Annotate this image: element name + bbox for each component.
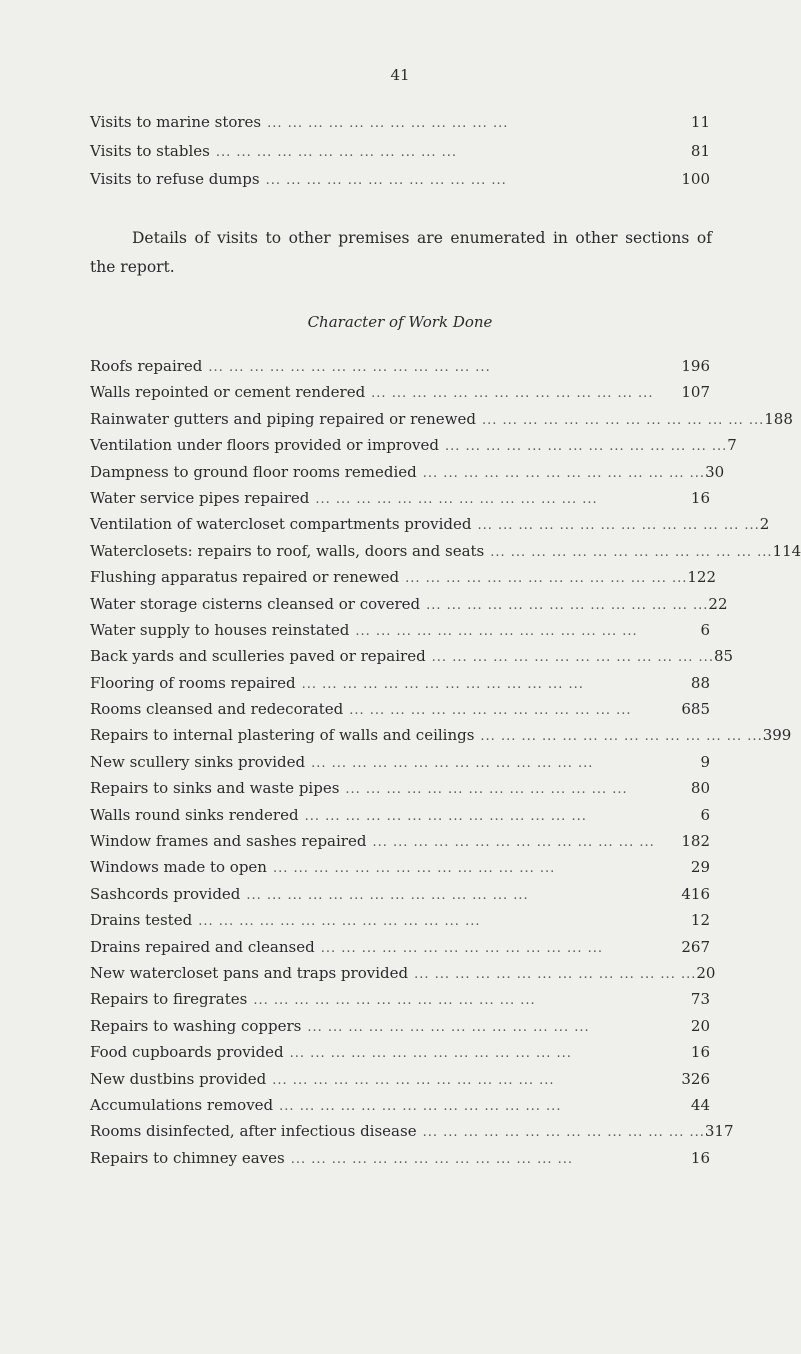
item-label: Walls repointed or cement rendered xyxy=(90,383,366,402)
item-label: Rainwater gutters and piping repaired or renewed xyxy=(90,409,476,428)
list-item xyxy=(90,436,737,462)
list-item xyxy=(90,700,710,726)
item-value: 7 xyxy=(727,436,737,455)
item-label: Ventilation under floors provided or improved xyxy=(90,436,439,455)
item-value: 80 xyxy=(690,779,710,798)
list-item xyxy=(90,113,710,142)
item-label: New scullery sinks provided xyxy=(90,752,306,771)
leader-dots: ... ... ... ... ... ... ... ... ... ... ... ... ... ... xyxy=(414,966,697,982)
leader-dots: ... ... ... ... ... ... ... ... ... ... ... ... ... ... xyxy=(480,729,763,745)
list-item xyxy=(90,1070,710,1096)
leader-dots: ... ... ... ... ... ... ... ... ... ... ... ... ... ... xyxy=(290,1151,573,1167)
list-item xyxy=(90,1043,710,1069)
list-item xyxy=(90,674,710,700)
leader-dots: ... ... ... ... ... ... ... ... ... ... ... ... ... ... xyxy=(349,703,632,719)
item-label: Repairs to internal plastering of walls and ceilings xyxy=(90,726,475,745)
list-item xyxy=(90,462,725,489)
item-value: 85 xyxy=(713,647,734,666)
item-label: New dustbins provided xyxy=(90,1069,267,1088)
item-value: 16 xyxy=(690,1148,710,1167)
item-value: 114 xyxy=(772,541,801,560)
item-label: Accumulations removed xyxy=(90,1095,274,1114)
leader-dots: ... ... ... ... ... ... ... ... ... ... ... ... ... ... xyxy=(371,386,654,402)
item-label: Roofs repaired xyxy=(90,357,203,375)
list-item xyxy=(90,990,710,1016)
item-value: 196 xyxy=(681,357,710,375)
list-item xyxy=(90,621,710,647)
item-value: 188 xyxy=(764,409,793,428)
leader-dots: ... ... ... ... ... ... ... ... ... ... ... ... ... ... xyxy=(320,940,603,956)
leader-dots: ... ... ... ... ... ... ... ... ... ... ... ... ... ... xyxy=(490,544,773,560)
item-label: Waterclosets: repairs to roof, walls, doors and seats xyxy=(90,541,485,560)
leader-dots: ... ... ... ... ... ... ... ... ... ... ... ... ... ... xyxy=(272,1072,555,1088)
leader-dots: ... ... ... ... ... ... ... ... ... ... ... ... ... ... xyxy=(444,439,728,455)
list-item xyxy=(90,170,710,199)
leader-dots: ... ... ... ... ... ... ... ... ... ... ... ... ... ... xyxy=(198,914,481,930)
leader-dots: ... ... ... ... ... ... ... ... ... ... ... ... ... ... xyxy=(355,623,638,639)
item-label: Rooms disinfected, after infectious disease xyxy=(90,1122,417,1141)
leader-dots: ... ... ... ... ... ... ... ... ... ... ... ... ... ... xyxy=(307,1019,590,1035)
list-item xyxy=(90,726,792,752)
item-label: Repairs to sinks and waste pipes xyxy=(90,779,340,798)
leader-dots: ... ... ... ... ... ... ... ... ... ... ... ... ... ... xyxy=(246,887,529,903)
item-value: 11 xyxy=(690,113,710,131)
list-item xyxy=(90,832,710,858)
leader-dots: ... ... ... ... ... ... ... ... ... ... ... ... ... ... xyxy=(405,571,688,587)
list-item xyxy=(90,911,710,937)
visits-list xyxy=(90,113,710,199)
leader-dots: ... ... ... ... ... ... ... ... ... ... ... ... ... ... xyxy=(301,676,584,692)
leader-dots: ... ... ... ... ... ... ... ... ... ... ... ... ... ... xyxy=(272,861,556,877)
list-item xyxy=(90,357,710,383)
list-item xyxy=(90,1149,710,1175)
item-label: Window frames and sashes repaired xyxy=(90,832,367,851)
leader-dots: ... ... ... ... ... ... ... ... ... ... ... ... ... ... xyxy=(372,835,655,851)
list-item xyxy=(90,142,710,171)
list-item xyxy=(90,938,710,964)
item-value: 16 xyxy=(690,1043,710,1062)
list-item xyxy=(90,885,710,911)
list-item xyxy=(90,541,801,568)
item-value: 88 xyxy=(690,673,710,692)
item-label: Rooms cleansed and redecorated xyxy=(90,700,344,719)
item-label: Water service pipes repaired xyxy=(90,488,310,507)
item-label: Repairs to chimney eaves xyxy=(90,1148,285,1167)
item-value: 399 xyxy=(762,726,792,745)
leader-dots: ... ... ... ... ... ... ... ... ... ... ... ... ... ... xyxy=(289,1046,572,1062)
item-value: 73 xyxy=(690,990,710,1009)
item-label: Visits to refuse dumps xyxy=(90,170,260,188)
leader-dots: ... ... ... ... ... ... ... ... ... ... ... ... ... ... xyxy=(208,360,491,375)
item-label: Food cupboards provided xyxy=(90,1043,284,1062)
leader-dots: ... ... ... ... ... ... ... ... ... ... ... ... ... ... xyxy=(253,993,536,1009)
item-value: 267 xyxy=(681,937,710,956)
body-paragraph: Details of visits to other premises are enumerated in other sections of the report. xyxy=(90,228,712,276)
leader-dots: ... ... ... ... ... ... ... ... ... ... ... ... ... ... xyxy=(315,491,598,507)
item-value: 20 xyxy=(696,963,716,982)
list-item xyxy=(90,1122,734,1148)
item-label: Visits to marine stores xyxy=(90,113,262,131)
item-label: Drains tested xyxy=(90,911,193,930)
item-value: 29 xyxy=(690,858,710,877)
list-item xyxy=(90,568,717,594)
item-value: 122 xyxy=(687,568,717,587)
item-value: 20 xyxy=(690,1016,710,1035)
item-value: 81 xyxy=(690,141,710,160)
list-item xyxy=(90,753,710,779)
item-label: Flooring of rooms repaired xyxy=(90,673,296,692)
leader-dots: ... ... ... ... ... ... ... ... ... ... ... ... xyxy=(265,173,507,188)
list-item xyxy=(90,779,710,805)
list-item xyxy=(90,858,710,884)
item-label: Dampness to ground floor rooms remedied xyxy=(90,462,417,481)
list-item xyxy=(90,1017,710,1043)
item-value: 416 xyxy=(681,884,710,903)
item-value: 9 xyxy=(700,752,710,771)
item-label: Ventilation of watercloset compartments provided xyxy=(90,515,472,534)
list-item xyxy=(90,515,770,541)
section-heading: Character of Work Done xyxy=(307,313,493,331)
item-label: Repairs to firegrates xyxy=(90,990,248,1009)
item-value: 326 xyxy=(681,1069,710,1088)
item-value: 6 xyxy=(700,805,710,824)
item-label: Walls round sinks rendered xyxy=(90,805,299,824)
list-item xyxy=(90,647,734,673)
leader-dots: ... ... ... ... ... ... ... ... ... ... ... ... ... ... xyxy=(304,808,587,824)
leader-dots: ... ... ... ... ... ... ... ... ... ... ... ... ... ... xyxy=(345,782,628,798)
item-value: 6 xyxy=(700,620,710,639)
item-label: Visits to stables xyxy=(90,141,210,160)
leader-dots: ... ... ... ... ... ... ... ... ... ... ... ... ... ... xyxy=(431,650,714,666)
leader-dots: ... ... ... ... ... ... ... ... ... ... ... ... ... ... xyxy=(279,1098,562,1114)
page-number: 41 xyxy=(390,66,410,84)
list-item xyxy=(90,409,793,436)
item-value: 44 xyxy=(690,1095,710,1114)
item-label: Water storage cisterns cleansed or covered xyxy=(90,594,421,613)
item-label: Windows made to open xyxy=(90,858,267,877)
item-label: Repairs to washing coppers xyxy=(90,1016,302,1035)
leader-dots: ... ... ... ... ... ... ... ... ... ... ... ... ... ... xyxy=(311,755,594,771)
leader-dots: ... ... ... ... ... ... ... ... ... ... ... ... ... ... xyxy=(422,1125,705,1141)
item-value: 12 xyxy=(690,911,710,930)
item-value: 107 xyxy=(681,383,710,402)
list-item xyxy=(90,489,710,515)
list-item xyxy=(90,594,728,621)
item-value: 30 xyxy=(705,462,725,481)
item-label: Water supply to houses reinstated xyxy=(90,620,350,639)
list-item xyxy=(90,963,716,990)
item-label: Drains repaired and cleansed xyxy=(90,937,315,956)
leader-dots: ... ... ... ... ... ... ... ... ... ... ... ... ... ... xyxy=(477,518,760,534)
item-value: 182 xyxy=(681,832,710,851)
work-list xyxy=(90,357,801,1175)
leader-dots: ... ... ... ... ... ... ... ... ... ... ... ... ... ... xyxy=(426,597,709,613)
item-value: 16 xyxy=(690,488,710,507)
leader-dots: ... ... ... ... ... ... ... ... ... ... ... ... ... ... xyxy=(422,465,706,481)
leader-dots: ... ... ... ... ... ... ... ... ... ... ... ... xyxy=(267,116,509,131)
item-value: 317 xyxy=(704,1122,734,1141)
list-item xyxy=(90,806,710,832)
item-value: 685 xyxy=(681,700,710,719)
item-value: 2 xyxy=(759,515,770,534)
item-label: New watercloset pans and traps provided xyxy=(90,963,409,982)
leader-dots: ... ... ... ... ... ... ... ... ... ... ... ... ... ... xyxy=(481,412,765,428)
item-value: 22 xyxy=(708,594,728,613)
item-label: Back yards and sculleries paved or repaired xyxy=(90,647,426,666)
list-item xyxy=(90,1096,710,1122)
item-label: Sashcords provided xyxy=(90,884,241,903)
item-label: Flushing apparatus repaired or renewed xyxy=(90,568,400,587)
list-item xyxy=(90,383,710,409)
item-value: 100 xyxy=(681,170,710,188)
leader-dots: ... ... ... ... ... ... ... ... ... ... ... ... xyxy=(215,144,458,160)
